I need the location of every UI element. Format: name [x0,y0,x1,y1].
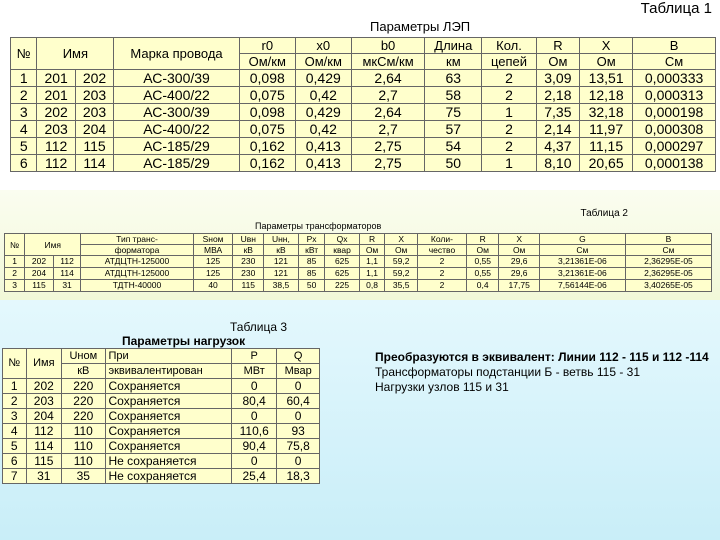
table-cell: 1 [5,256,25,268]
table-cell: 93 [277,424,320,439]
table-cell: 204 [25,268,54,280]
table-cell: 110 [62,424,105,439]
col-unit: Ом [385,245,418,256]
col-unit: Ом [536,54,579,70]
table-cell: 121 [264,268,299,280]
table-cell: 4 [3,424,27,439]
table-cell: 0,4 [466,280,499,292]
table-cell: 0,55 [466,256,499,268]
table-cell: 35 [62,469,105,484]
table-cell: 0,42 [295,87,351,104]
table-cell: 115 [75,138,113,155]
col-unit: км [425,54,482,70]
table-cell: 2 [482,121,536,138]
loads-table [2,348,320,484]
col-header: b0 [351,38,425,54]
table-cell: 0,429 [295,70,351,87]
table-cell: 1 [482,104,536,121]
table-row [5,256,712,268]
table-cell: 5 [3,439,27,454]
table-cell: 202 [37,104,75,121]
table-cell: 8,10 [536,155,579,172]
table-cell: 2 [482,70,536,87]
col-header: B [633,38,716,54]
col-unit: эквивалентирован [105,364,232,379]
table-cell: 112 [37,155,75,172]
col-header: Имя [37,38,114,70]
col-header: № [5,234,25,256]
table-cell: 4 [11,121,37,138]
table-cell: 11,97 [580,121,633,138]
col-unit: Ом [466,245,499,256]
table-row [5,280,712,292]
col-unit: кВ [264,245,299,256]
table-cell: 2,64 [351,70,425,87]
table-cell: 2 [3,394,27,409]
table-cell: 6 [11,155,37,172]
table-cell: 125 [193,256,233,268]
table-cell: 54 [425,138,482,155]
table-cell: 7,56144E-06 [539,280,625,292]
col-header: R [359,234,385,245]
table-cell: 1 [3,379,27,394]
table-cell: 40 [193,280,233,292]
table-cell: 0,000138 [633,155,716,172]
col-unit: кВ [62,364,105,379]
table-row [3,469,320,484]
table-row [11,70,716,87]
table-cell: 2,36295E-05 [625,268,711,280]
table-cell: 0,413 [295,155,351,172]
table-header-row [5,234,712,245]
table-cell: 112 [26,424,62,439]
table-cell: 90,4 [232,439,277,454]
table-cell: 3 [11,104,37,121]
table-cell: 3 [3,409,27,424]
table-row [11,104,716,121]
table-cell: 0,429 [295,104,351,121]
col-header: Qx [325,234,359,245]
col-unit: Ом [359,245,385,256]
table-cell: 220 [62,394,105,409]
table-cell: Сохраняется [105,424,232,439]
table-row [11,121,716,138]
table-cell: 2,7 [351,87,425,104]
table-cell: 2,14 [536,121,579,138]
table-cell: 0,162 [239,155,295,172]
table-cell: 13,51 [580,70,633,87]
note-line-loads: Нагрузки узлов 115 и 31 [375,380,509,394]
table3-number-label: Таблица 3 [230,320,288,334]
table-cell: 7 [3,469,27,484]
table-cell: 0 [277,409,320,424]
table-cell: 0,42 [295,121,351,138]
table-cell: ТДТН-40000 [81,280,193,292]
table-cell: 114 [26,439,62,454]
col-unit: Ом [580,54,633,70]
table-row [11,87,716,104]
table-cell: АТДЦТН-125000 [81,256,193,268]
table-cell: 203 [26,394,62,409]
col-header: X [580,38,633,54]
table-cell: АС-400/22 [114,121,240,138]
col-header: Длина [425,38,482,54]
table-cell: 0,000308 [633,121,716,138]
table-cell: 220 [62,379,105,394]
table-cell: АС-300/39 [114,70,240,87]
col-unit: квар [325,245,359,256]
table-header-row [11,38,716,54]
table-cell: 2 [417,268,466,280]
table-cell: 0 [277,379,320,394]
table-cell: 201 [37,87,75,104]
col-unit: цепей [482,54,536,70]
table-cell: Сохраняется [105,394,232,409]
table-cell: 59,2 [385,268,418,280]
table-cell: 225 [325,280,359,292]
col-header: Px [298,234,325,245]
col-header: Uном [62,349,105,364]
col-unit: МВт [232,364,277,379]
col-header: X [385,234,418,245]
table-cell: 112 [37,138,75,155]
table-cell: 2,36295E-05 [625,256,711,268]
table-row [11,138,716,155]
col-unit: кВ [233,245,264,256]
table-cell: 115 [25,280,54,292]
table-cell: 204 [75,121,113,138]
table-cell: АТДЦТН-125000 [81,268,193,280]
col-header: Sном [193,234,233,245]
table-cell: 110 [62,454,105,469]
table-cell: 3,21361E-06 [539,268,625,280]
col-header: Имя [26,349,62,379]
table-cell: Сохраняется [105,409,232,424]
table-cell: 202 [26,379,62,394]
table-cell: 125 [193,268,233,280]
col-unit: Мвар [277,364,320,379]
table-cell: 29,6 [499,256,539,268]
col-header: Q [277,349,320,364]
table-cell: 0,000297 [633,138,716,155]
col-unit: См [539,245,625,256]
table-cell: 1 [482,155,536,172]
table-cell: 35,5 [385,280,418,292]
table-cell: 57 [425,121,482,138]
table-units-row [5,245,712,256]
table-cell: 50 [298,280,325,292]
equivalent-note [375,350,715,395]
table-cell: АС-185/29 [114,138,240,155]
col-unit: МВА [193,245,233,256]
table-cell: АС-400/22 [114,87,240,104]
table-cell: 2,75 [351,138,425,155]
col-header: Uвн [233,234,264,245]
table-cell: 85 [298,256,325,268]
col-header: P [232,349,277,364]
col-unit: Ом/км [239,54,295,70]
table-cell: 80,4 [232,394,277,409]
table-row [3,439,320,454]
table-cell: 230 [233,256,264,268]
col-header: G [539,234,625,245]
table-cell: 2,18 [536,87,579,104]
table-header-row [3,349,320,364]
col-header: № [11,38,37,70]
col-unit: Ом/км [295,54,351,70]
col-unit: форматора [81,245,193,256]
table-cell: 1,1 [359,256,385,268]
table-row [3,454,320,469]
table-cell: 0,000333 [633,70,716,87]
table-cell: 0,8 [359,280,385,292]
col-header: R [466,234,499,245]
table-row [3,394,320,409]
col-header: B [625,234,711,245]
table-cell: 63 [425,70,482,87]
table-cell: 60,4 [277,394,320,409]
table-cell: 2 [417,280,466,292]
table-row [3,424,320,439]
table-cell: 31 [53,280,81,292]
table-cell: 0 [232,454,277,469]
table-cell: 2 [417,256,466,268]
table-cell: 114 [53,268,81,280]
table-cell: 0,000313 [633,87,716,104]
table-cell: 31 [26,469,62,484]
table-row [3,379,320,394]
table2-number-label: Таблица 2 [580,208,628,219]
table-cell: 75 [425,104,482,121]
lines-table [10,37,716,172]
table-cell: 59,2 [385,256,418,268]
table-cell: 0,000198 [633,104,716,121]
table-cell: 6 [3,454,27,469]
table-row [11,155,716,172]
table-cell: 3,09 [536,70,579,87]
table-cell: 1 [11,70,37,87]
table-cell: 2 [482,87,536,104]
table-cell: 58 [425,87,482,104]
table-cell: 2 [5,268,25,280]
table-cell: 50 [425,155,482,172]
table-cell: 0 [232,409,277,424]
table-cell: 0,075 [239,87,295,104]
table-cell: 2,75 [351,155,425,172]
table-cell: 7,35 [536,104,579,121]
table2-caption: Параметры трансформаторов [255,221,382,231]
col-header: X [499,234,539,245]
col-header: Коли- [417,234,466,245]
note-line-transformers: Трансформаторы подстанции Б - ветвь 115 - 31 [375,365,641,379]
table-cell: 0 [277,454,320,469]
table-cell: 110 [62,439,105,454]
col-header: № [3,349,27,379]
table-cell: 115 [26,454,62,469]
table-cell: 203 [75,104,113,121]
col-header: Марка провода [114,38,240,70]
table-cell: 32,18 [580,104,633,121]
table3-caption: Параметры нагрузок [122,334,246,348]
table-cell: 625 [325,268,359,280]
table-cell: АС-185/29 [114,155,240,172]
table-cell: 114 [75,155,113,172]
col-header: R [536,38,579,54]
table-cell: 85 [298,268,325,280]
table-cell: 3,21361E-06 [539,256,625,268]
table1-caption: Параметры ЛЭП [370,19,471,34]
table-cell: 29,6 [499,268,539,280]
table-cell: 0,098 [239,104,295,121]
table-cell: 110,6 [232,424,277,439]
table-cell: 2 [11,87,37,104]
table-cell: 202 [25,256,54,268]
table-cell: 2,7 [351,121,425,138]
table-cell: 201 [37,70,75,87]
table-cell: 11,15 [580,138,633,155]
table-cell: Сохраняется [105,439,232,454]
table-cell: 230 [233,268,264,280]
table-cell: 75,8 [277,439,320,454]
col-unit: мкСм/км [351,54,425,70]
table-cell: 17,75 [499,280,539,292]
col-header: При [105,349,232,364]
note-line-lines: Преобразуются в эквивалент: Линии 112 - 115 и 112 -114 [375,350,709,364]
col-header: Имя [25,234,81,256]
table-cell: 203 [75,87,113,104]
table-cell: 38,5 [264,280,299,292]
table-cell: 115 [233,280,264,292]
table-cell: Не сохраняется [105,469,232,484]
table-cell: 625 [325,256,359,268]
table-row [5,268,712,280]
table-cell: 2 [482,138,536,155]
col-unit: См [625,245,711,256]
col-unit: См [633,54,716,70]
table-cell: 0 [232,379,277,394]
col-header: Uнн, [264,234,299,245]
table-row [3,409,320,424]
table-cell: 0,413 [295,138,351,155]
table-cell: 202 [75,70,113,87]
table-cell: 1,1 [359,268,385,280]
table-cell: 3,40265E-05 [625,280,711,292]
table-cell: 20,65 [580,155,633,172]
col-unit: Ом [499,245,539,256]
col-header: Кол. [482,38,536,54]
transformers-table [4,233,712,292]
table-cell: Сохраняется [105,379,232,394]
col-header: Тип транс- [81,234,193,245]
table-cell: 25,4 [232,469,277,484]
table-cell: 3 [5,280,25,292]
col-unit: кВт [298,245,325,256]
table-cell: 0,075 [239,121,295,138]
table-cell: 112 [53,256,81,268]
table-cell: 4,37 [536,138,579,155]
table-cell: Не сохраняется [105,454,232,469]
table-cell: 12,18 [580,87,633,104]
col-unit: чество [417,245,466,256]
table-cell: АС-300/39 [114,104,240,121]
table-cell: 2,64 [351,104,425,121]
col-header: r0 [239,38,295,54]
table-cell: 220 [62,409,105,424]
table-cell: 5 [11,138,37,155]
table-cell: 0,55 [466,268,499,280]
table-cell: 203 [37,121,75,138]
table-cell: 204 [26,409,62,424]
table-cell: 121 [264,256,299,268]
col-header: x0 [295,38,351,54]
table-cell: 0,098 [239,70,295,87]
table-cell: 18,3 [277,469,320,484]
table-cell: 0,162 [239,138,295,155]
table1-number-label: Таблица 1 [640,0,712,17]
